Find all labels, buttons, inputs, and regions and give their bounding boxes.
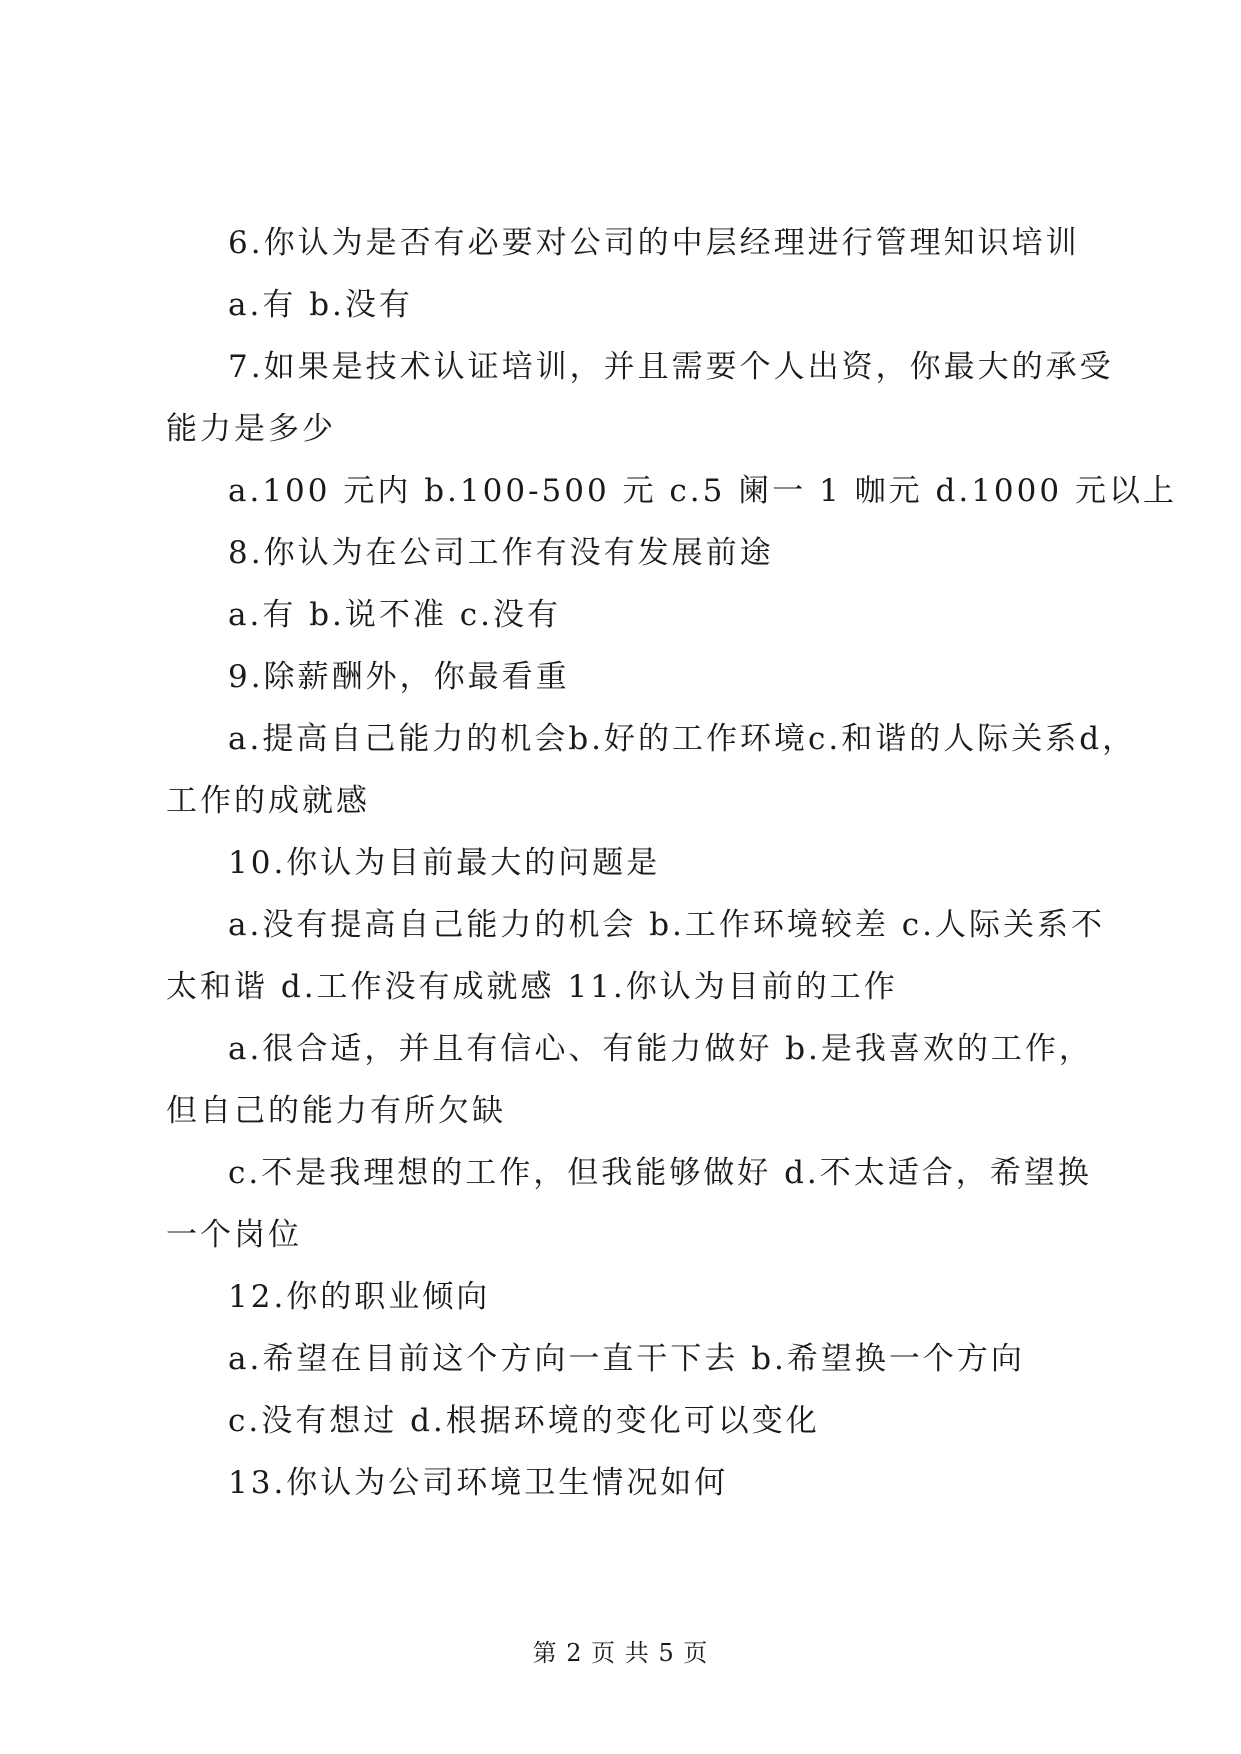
question-6: 6.你认为是否有必要对公司的中层经理进行管理知识培训 — [228, 225, 1080, 261]
question-10: 10.你认为目前最大的问题是 — [228, 845, 661, 881]
question-12: 12.你的职业倾向 — [228, 1279, 491, 1315]
answer-9-options: a.提高自己能力的机会b.好的工作环境c.和谐的人际关系d， — [228, 721, 1137, 757]
answer-6-options: a.有 b.没有 — [228, 287, 413, 323]
answer-9-options-cont: 工作的成就感 — [166, 783, 370, 819]
question-8: 8.你认为在公司工作有没有发展前途 — [228, 535, 774, 571]
answer-11-options-2: c.不是我理想的工作，但我能够做好 d.不太适合，希望换 — [228, 1155, 1092, 1191]
question-13: 13.你认为公司环境卫生情况如何 — [228, 1465, 729, 1501]
answer-11-options-2-cont: 一个岗位 — [166, 1217, 302, 1253]
question-7-cont: 能力是多少 — [166, 411, 336, 447]
question-7: 7.如果是技术认证培训，并且需要个人出资，你最大的承受 — [228, 349, 1114, 385]
answer-11-options: a.很合适，并且有信心、有能力做好 b.是我喜欢的工作， — [228, 1031, 1093, 1067]
answer-10-options: a.没有提高自己能力的机会 b.工作环境较差 c.人际关系不 — [228, 907, 1105, 943]
answer-8-options: a.有 b.说不准 c.没有 — [228, 597, 561, 633]
answer-11-options-cont: 但自己的能力有所欠缺 — [166, 1093, 506, 1129]
answer-12-options-2: c.没有想过 d.根据环境的变化可以变化 — [228, 1403, 820, 1439]
page-footer: 第 2 页 共 5 页 — [532, 1639, 709, 1667]
answer-12-options: a.希望在目前这个方向一直干下去 b.希望换一个方向 — [228, 1341, 1025, 1377]
question-9: 9.除薪酬外，你最看重 — [228, 659, 570, 695]
answer-7-options: a.100 元内 b.100-500 元 c.5 阑一 1 咖元 d.1000 元以上 — [228, 473, 1177, 509]
answer-10-options-cont: 太和谐 d.工作没有成就感 11.你认为目前的工作 — [166, 969, 898, 1005]
